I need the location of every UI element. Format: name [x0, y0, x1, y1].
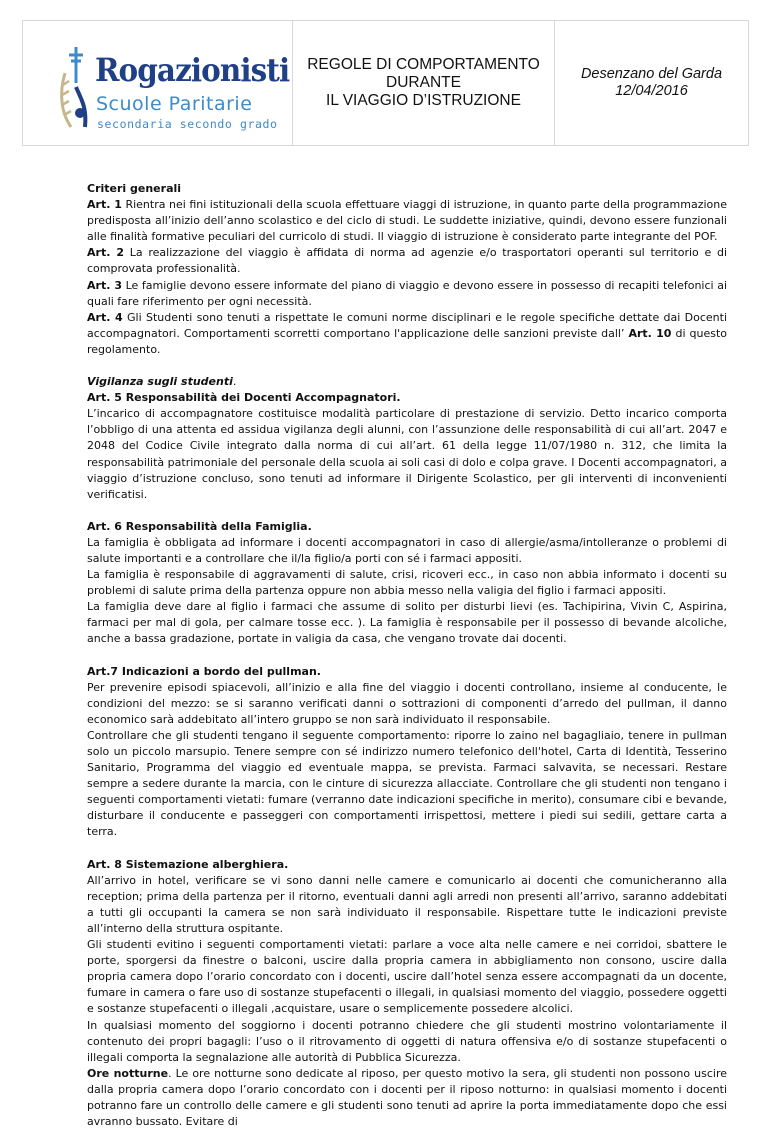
header-table [22, 20, 749, 146]
logo-subtitle-text: Scuole Paritarie [96, 93, 253, 115]
art7-paragraph-1: Per prevenire episodi spiacevoli, all’inizio e alla fine del viaggio i docenti controllano, insieme al conducente, le condizioni del mezzo: se si saranno verificati danni o sottrazioni di componenti d’arredo del pullman, il danno economico sarà addebitato all’intero gruppo se non sarà individuato il responsabile. [87, 680, 727, 726]
art2-text: La realizzazione del viaggio è affidata di norma ad agenzie e/o trasportatori operanti sul territorio e di comprovata professionalità. [87, 246, 728, 276]
art3-text: Le famiglie devono essere informate del piano di viaggio e devono essere in possesso di recapiti telefonici ai quali fare riferimento per ogni necessità. [87, 278, 728, 308]
art1-text: Rientra nei fini istituzionali della scuola effettuare viaggi di istruzione, in quanto parte della programmazione predisposta all’inizio dell’anno scolastico e del ciclo di studi. Le suddette iniziative, quindi, devono essere funzionali alle finalità formative peculiari del curricolo di studi. Il viaggio di istruzione è considerato parte integrante del POF. [87, 198, 728, 244]
art8-heading: Art. 8 Sistemazione alberghiera. [87, 857, 289, 871]
logo-brand-text: Rogazionisti [95, 51, 290, 89]
art4-ref: Art. 10 [628, 326, 672, 340]
art4-text-b: di questo regolamento. [87, 326, 727, 356]
art8-paragraph-2: Gli studenti evitino i seguenti comportamenti vietati: parlare a voce alta nelle camere e nei corridoi, sbattere le porte, sporgersi da finestre o balconi, uscire dalla propria camera in abbigliamento non consono, uscire dalla propria camera dopo l’orario concordato con i docenti, uscire dall’hotel senza essere accompagnati da un docente, fumare in camera o fare uso di sostanze stupefacenti o illegali, in qualsiasi momento del viaggio, possedere oggetti e sostanze stupefacenti o illegali ,acquistare, usare o semplicemente possedere alcolici. [87, 938, 727, 1016]
art3-label: Art. 3 [87, 278, 122, 292]
art1-paragraph [87, 197, 727, 245]
logo-cell [23, 21, 293, 145]
document-title [293, 21, 555, 145]
art6-paragraph-3: La famiglia deve dare al figlio i farmaci che assume di solito per disturbi lievi (es. Tachipirina, Vivin C, Aspirina, farmaci per mal di gola, per calmare tosse ecc. ). La famiglia è responsabile per il possesso di bevande alcoliche, anche a bassa gradazione, portate in valigia da casa, che vengano trovate dai docenti. [87, 600, 727, 646]
place-date-cell [555, 21, 748, 145]
art8-paragraph-3: In qualsiasi momento del soggiorno i docenti potranno chiedere che gli studenti mostrino volontariamente il contenuto dei propri bagagli: l’uso o il ritrovamento di oggetti di natura offensiva e/o di sostanze stupefacenti o illegali comporta la segnalazione alle autorità di Pubblica Sicurezza. [87, 1018, 727, 1064]
art4-label: Art. 4 [87, 310, 123, 324]
art8-night-label: Ore notturne [87, 1066, 169, 1080]
section-criteri-title: Criteri generali [87, 182, 182, 195]
art7-paragraph-2: Controllare che gli studenti tengano il seguente comportamento: riporre lo zaino nel bagagliaio, tenere in pullman solo un piccolo marsupio. Tenere sempre con sé indirizzo numero telefonico dell'hotel, Carta di Identità, Tesserino Sanitario, Programma del viaggio ed eventuale mappa, se prevista. Farmaci salvavita, se necessari. Restare sempre a sedere durante la marcia, con le cinture di sicurezza allacciate. Controllare che gli studenti non tengano i seguenti comportamenti vietati: fumare (verranno date indicazioni specifiche in merito), consumare cibi e bevande, disturbare il conducente e passeggeri con comportamenti irrispettosi, mettere i piedi sui sedili, gettare carta a terra. [87, 728, 727, 839]
title-line-2: DURANTE [386, 74, 461, 91]
school-emblem-icon [57, 43, 95, 133]
art5-heading: Art. 5 Responsabilità dei Docenti Accompagnatori. [87, 391, 401, 405]
art1-label: Art. 1 [87, 198, 122, 212]
logo-level-text: secondaria secondo grado [97, 117, 278, 131]
art7-heading: Art.7 Indicazioni a bordo del pullman. [87, 664, 321, 678]
art6-heading: Art. 6 Responsabilità della Famiglia. [87, 519, 312, 533]
title-line-3: IL VIAGGIO D’ISTRUZIONE [326, 92, 521, 109]
art2-label: Art. 2 [87, 246, 125, 260]
art8-paragraph-1: All’arrivo in hotel, verificare se vi sono danni nelle camere e comunicarlo ai docenti che comunicheranno alla reception; prima della partenza per il ritorno, eventuali danni agli arredi non presenti all’arrivo, saranno addebitati a tutti gli occupanti la camera se non sarà individuato il responsabile. Rispettare tutte le indicazioni previste all’interno della struttura ospitante. [87, 873, 727, 935]
document-body [87, 181, 727, 1130]
art4-text-a: Gli Studenti sono tenuti a rispettate le comuni norme disciplinari e le regole specifiche dettate dai Docenti accompagnatori. Comportamenti scorretti comportano l'applicazione delle sanzioni previste dall’ [87, 310, 728, 340]
art8-night-text: . Le ore notturne sono dedicate al riposo, per questo motivo la sera, gli studenti non possono uscire dalla propria camera dopo l’orario concordato con i docenti per il riposo notturno: in qualsiasi momento i docenti potranno fare un controllo delle camere e gli studenti sono tenuti ad aprire la porta immediatamente dopo che essi avranno bussato. Evitare di [87, 1066, 727, 1129]
art8-paragraph-4 [87, 1066, 727, 1130]
section-vigilanza-title: Vigilanza sugli studenti [87, 375, 233, 389]
title-line-1: REGOLE DI COMPORTAMENTO [307, 56, 540, 73]
art5-text: L’incarico di accompagnatore costituisce modalità particolare di prestazione di servizio. Detto incarico comporta l’obbligo di una attenta ed assidua vigilanza degli alunni, con l’assunzione delle responsabilità di cui all’art. 2047 e 2048 del Codice Civile integrato dalla norma di cui all’art. 61 della legge 11/07/1980 n. 312, che limita la responsabilità patrimoniale del personale della scuola ai soli casi di dolo e colpa grave. I Docenti accompagnatori, a viaggio d’istruzione concluso, sono tenuti ad informare il Dirigente Scolastico, per gli interventi di inconvenienti verificatisi. [87, 407, 727, 501]
art4-paragraph [87, 310, 727, 358]
art3-paragraph [87, 278, 727, 310]
art6-paragraph-1: La famiglia è obbligata ad informare i docenti accompagnatori in caso di allergie/asma/intolleranze o problemi di salute importanti e a controllare che il/la figlio/a porti con sé i farmaci appositi. [87, 535, 727, 565]
art2-paragraph [87, 245, 727, 277]
place-text: Desenzano del Garda [580, 66, 723, 82]
art6-paragraph-2: La famiglia è responsabile di aggravamenti di salute, crisi, ricoveri ecc., in caso non abbia informato i docenti su problemi di salute prima della partenza oppure non abbia messo nella valigia del figlio i farmaci appositi. [87, 568, 727, 598]
date-text: 12/04/2016 [615, 83, 688, 99]
section-vigilanza-dot: . [232, 375, 237, 389]
